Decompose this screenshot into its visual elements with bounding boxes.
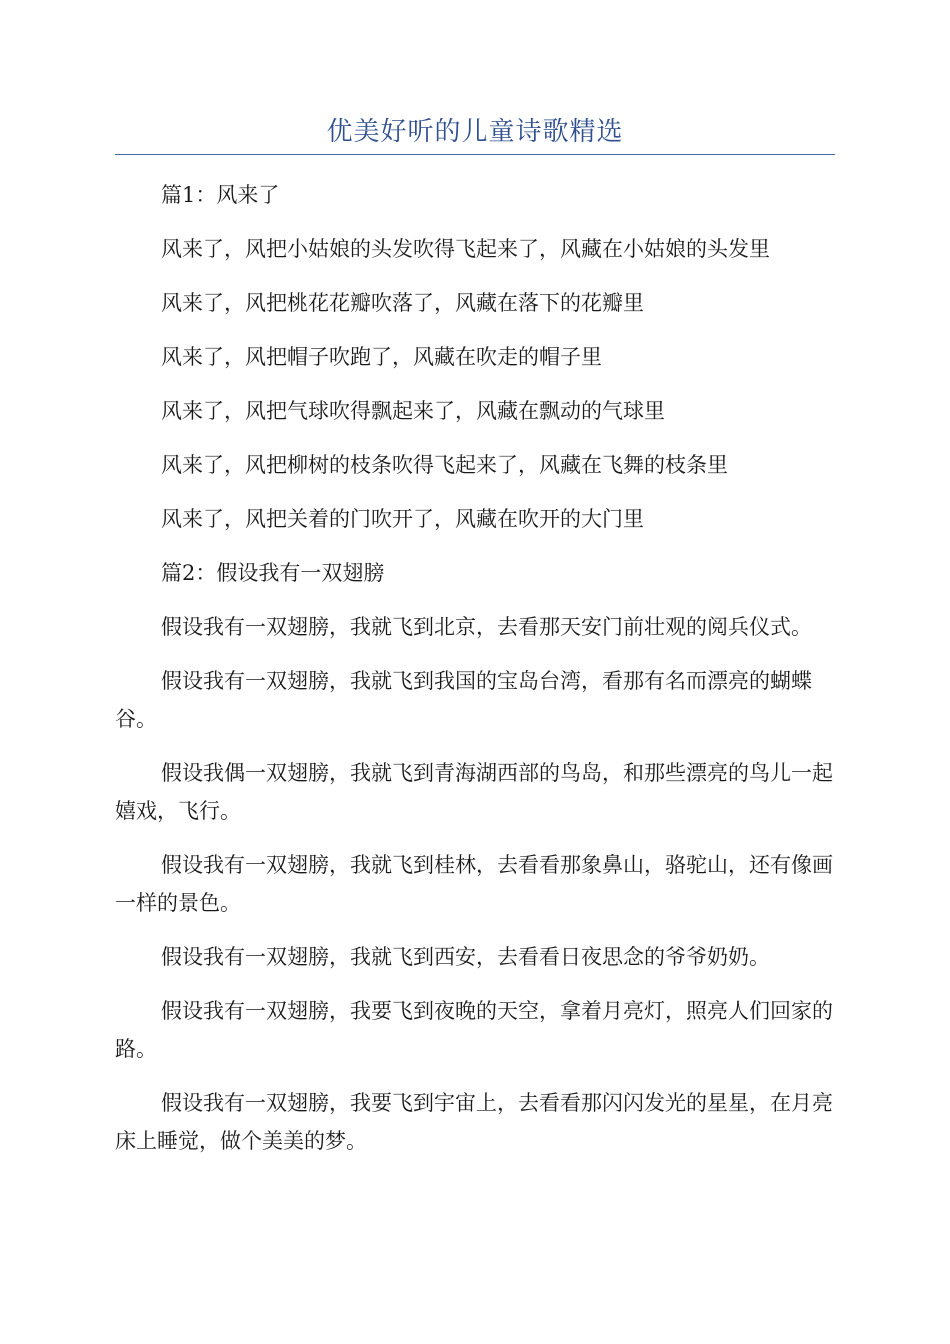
paragraph: 风来了，风把小姑娘的头发吹得飞起来了，风藏在小姑娘的头发里: [161, 237, 770, 261]
section-heading-2: 篇2：假设我有一双翅膀: [161, 561, 385, 585]
paragraph: 假设我有一双翅膀，我就飞到我国的宝岛台湾，看那有名而漂亮的蝴蝶谷。: [115, 669, 812, 731]
document-body: [115, 176, 835, 1176]
page-title: 优美好听的儿童诗歌精选: [326, 117, 624, 147]
title-underline: [115, 154, 835, 155]
section-heading-1: 篇1：风来了: [161, 183, 280, 207]
paragraph: 假设我偶一双翅膀，我就飞到青海湖西部的鸟岛，和那些漂亮的鸟儿一起嬉戏，飞行。: [115, 761, 833, 823]
paragraph: 假设我有一双翅膀，我要飞到宇宙上，去看看那闪闪发光的星星，在月亮床上睡觉，做个美美的梦。: [115, 1091, 833, 1153]
paragraph: 假设我有一双翅膀，我就飞到桂林，去看看那象鼻山，骆驼山，还有像画一样的景色。: [115, 853, 833, 915]
paragraph: 风来了，风把桃花花瓣吹落了，风藏在落下的花瓣里: [161, 291, 644, 315]
paragraph: 风来了，风把气球吹得飘起来了，风藏在飘动的气球里: [161, 399, 665, 423]
paragraph: 风来了，风把帽子吹跑了，风藏在吹走的帽子里: [161, 345, 602, 369]
paragraph: 假设我有一双翅膀，我就飞到西安，去看看日夜思念的爷爷奶奶。: [161, 945, 770, 969]
paragraph: 假设我有一双翅膀，我就飞到北京，去看那天安门前壮观的阅兵仪式。: [161, 615, 812, 639]
paragraph: 假设我有一双翅膀，我要飞到夜晚的天空，拿着月亮灯，照亮人们回家的路。: [115, 999, 833, 1061]
paragraph: 风来了，风把关着的门吹开了，风藏在吹开的大门里: [161, 507, 644, 531]
paragraph: 风来了，风把柳树的枝条吹得飞起来了，风藏在飞舞的枝条里: [161, 453, 728, 477]
